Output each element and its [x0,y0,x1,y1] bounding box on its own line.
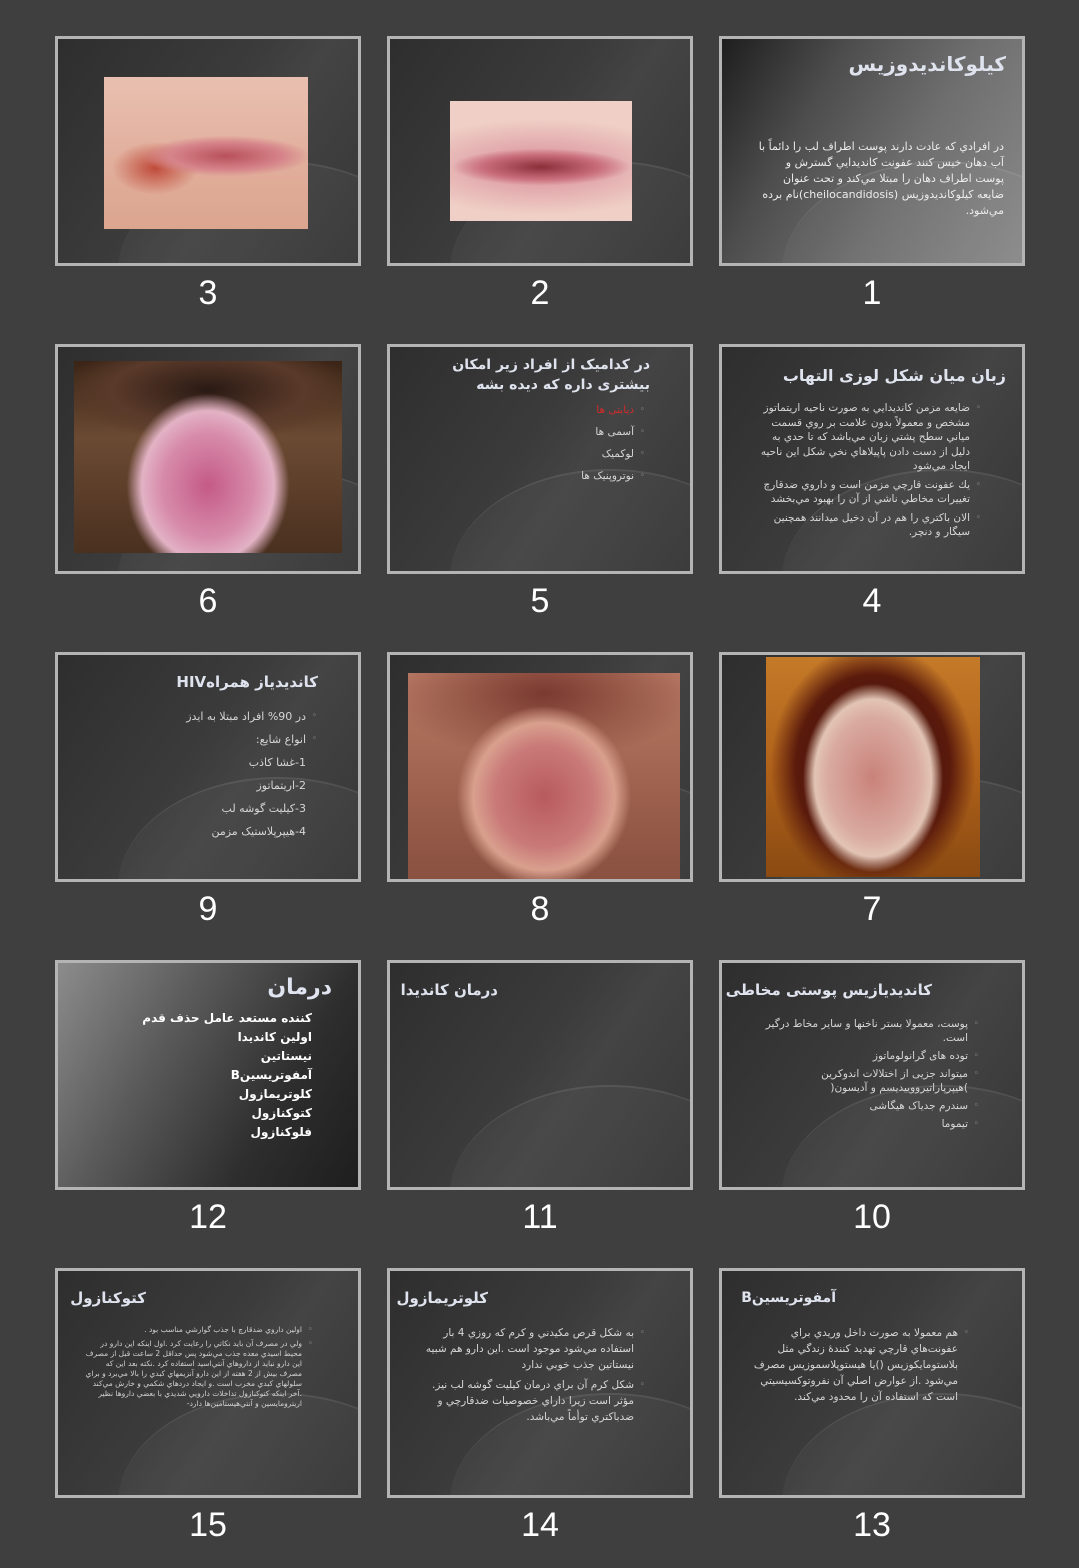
slide-number: 13 [853,1506,891,1544]
slide-title: کاندیدیازیس پوستی مخاطی [725,981,932,999]
bullet-item: ◦ توده های گرانولوماتوز [750,1049,968,1063]
slide-thumbnail-3[interactable] [55,36,361,266]
drug-list-item: فلوکنازول [250,1125,312,1139]
bullet-item: ◦ تیموما [750,1117,968,1131]
bullet-item: ◦ شكل كرم آن براي درمان كيليت گوشه لب نيز. مؤثر است زيرا داراي خصوصيات ضدقارچي و ضدباكتري توأماً مي‌باشد. [410,1377,634,1425]
slide-number: 14 [521,1506,559,1544]
bullet-item-highlighted: ◦ دیابتی ها [496,401,634,419]
tongue-photo [766,657,980,877]
slide-cell-12[interactable] [55,960,361,1260]
drug-list-item: کننده مستعد عامل حذف قدم اولین کاندیدا [142,1011,312,1044]
slide-number: 4 [862,582,882,620]
lips-photo [450,101,632,221]
tongue-photo [408,673,680,879]
slide-thumbnail-1[interactable] [719,36,1025,266]
slide-bullet-list [496,401,646,489]
slide-bullet-list [118,707,318,845]
slide-number: 11 [522,1198,558,1236]
slide-thumbnail-14[interactable] [387,1268,693,1498]
bullet-item: ◦ در 90% افراد مبتلا به ایدز [118,707,306,726]
slide-cell-4[interactable] [719,344,1025,644]
bullet-item: ◦ هم معمولا به صورت داخل وريدي براي عفونت‌هاي قارچي تهديد كنندۀ زندگي مثل بلاستومايكوزيس ()يا هيستوپلاسموزيس مصرف مي‌شود .از عوارض اصلي آن نفروتوكسيسيتي است كه استفاده آن را محدود مي‌كند. [742,1325,958,1405]
bullet-item: ◦ آسمی ها [496,423,634,441]
slide-title: کاندیدیاز همراهHIV [176,673,318,691]
slide-thumbnail-8[interactable] [387,652,693,882]
slide-number: 5 [530,582,550,620]
slide-thumbnail-6[interactable] [55,344,361,574]
slide-number: 9 [198,890,218,928]
bullet-item: ◦ سندرم جدیاک هیگاشی [750,1099,968,1113]
slide-bullet-list [742,1325,970,1409]
slide-number: 3 [198,274,218,312]
slide-thumbnail-13[interactable] [719,1268,1025,1498]
slide-number: 12 [189,1198,227,1236]
bullet-item: ◦ به شكل قرص مكيدني و كرم كه روزي 4 بار استفاده مي‌شود موجود است .اين دارو هم شبيه نيستاتين جذب خوبي ندارد [410,1325,634,1373]
slide-number: 8 [530,890,550,928]
tongue-photo [74,361,342,553]
slide-number: 7 [862,890,882,928]
drug-list-item: آمفوتریسینB [230,1068,312,1082]
bullet-item: ◦ ضايعه مزمن كانديدايي به صورت ناحيه اريتماتوز مشخص و معمولاً بدون علامت بر روي قسمت مياني سطح پشتي زبان مي‌باشد كه تا حدي به دليل از دست دادن پاپيلاهاي نخي شكل اين ناحيه ايجاد مي‌شود [752,401,970,474]
slide-title: در کدامیک از افراد زیر امکان بیشتری داره که دیده بشه [452,357,650,393]
slide-thumbnail-10[interactable] [719,960,1025,1190]
bullet-item: ◦ الان باكتري را هم در آن دخيل ميدانند همچنين سيگار و دنچر. [752,511,970,540]
slide-thumbnail-5[interactable] [387,344,693,574]
bullet-item: ◦ اولين داروي ضدقارچ با جذب گوارشي مناسب بود . [82,1325,302,1335]
slide-bullet-list [410,1325,646,1429]
slide-cell-3[interactable] [55,36,361,336]
drug-list-item: کتوکنازول [251,1106,312,1120]
slide-title: کلوتریمازول [396,1289,488,1307]
slide-number: 2 [530,274,550,312]
slide-bullet-list [750,1017,980,1135]
bullet-item: 3-کیلیت گوشه لب [221,802,306,815]
slide-number: 15 [189,1506,227,1544]
slide-number: 1 [862,274,882,312]
slide-number: 6 [198,582,218,620]
slide-thumbnail-2[interactable] [387,36,693,266]
slide-bullet-list [752,401,982,544]
slide-title: زبان میان شکل لوزی التهاب [782,366,1006,385]
slide-thumbnail-9[interactable] [55,652,361,882]
slide-cell-14[interactable] [387,1268,693,1568]
slide-body-text: در افرادي كه عادت دارند پوست اطراف لب را دائماً با آب دهان خيس كنند عفونت كانديدايي گسترش و پوست اطراف دهان را مبتلا مي‌كند و تحت عنوان ضايعه كيلوكانديدوزيس (cheilocandidosis)نام برده مي‌شود. [758,140,1004,217]
bullet-item: ◦ میتواند جزیی از اختلالات اندوکرین )هیپرپاراتیرووییدیسم و آدیسون( [750,1067,968,1095]
bullet-item: 1-غشا کاذب [248,756,306,769]
slide-cell-8[interactable] [387,652,693,952]
slide-cell-15[interactable] [55,1268,361,1568]
slide-cell-11[interactable] [387,960,693,1260]
slide-cell-9[interactable] [55,652,361,952]
slide-title: کیلوکاندیدوزیس [848,52,1006,76]
slide-cell-2[interactable] [387,36,693,336]
slide-number: 10 [853,1198,891,1236]
bullet-item: ◦ ولي در مصرف آن بايد نكاتي را رعايت كرد .اول اينكه اين دارو در محيط اسيدي معده جذب مي‌شود پس حداقل 2 ساعت قبل از مصرف اين دارو نبايد از داروهاي آنتي‌اسيد استفاده كرد .نكته بعد اين كه مصرف بيش از 2 هفته از اين دارو آنزيمهاي كبدي را بالا مي‌برد و براي سلولهاي كبدي مخرب است .و ايجاد دردهاي شكمي و خارش مي‌كند .آخر اينكه كتوكنازول تداخلات دارويي شديدي با بعضي داروها نظير اريترومايسين و آنتي‌هيستامين‌ها دارد- [82,1339,302,1409]
slide-cell-5[interactable] [387,344,693,644]
slide-bullet-list [82,1325,314,1413]
slide-title: درمان کاندیدا [400,981,498,999]
slide-title: درمان [267,975,332,1000]
slide-thumbnail-7[interactable] [719,652,1025,882]
bullet-item: ◦ پوست، معمولا بستر ناخنها و سایر مخاط درگیر است. [750,1017,968,1045]
slide-thumbnail-11[interactable] [387,960,693,1190]
drug-list-item: کلوتریمازول [238,1087,312,1101]
slide-cell-1[interactable] [719,36,1025,336]
slide-cell-6[interactable] [55,344,361,644]
slide-thumbnail-12[interactable] [55,960,361,1190]
drug-list-item: نیستاتین [260,1049,312,1063]
slide-cell-7[interactable] [719,652,1025,952]
slide-thumbnail-4[interactable] [719,344,1025,574]
mouth-corner-lesion-photo [104,77,308,229]
slide-drug-list [112,1009,312,1142]
bullet-item: 4-هیپرپلاستیک مزمن [211,825,306,838]
slide-thumbnail-15[interactable] [55,1268,361,1498]
bullet-item: ◦ نوتروپنیک ها [496,467,634,485]
slide-cell-10[interactable] [719,960,1025,1260]
slide-title: آمفوتریسینB [741,1290,836,1306]
slide-title: کتوکنازول [70,1289,146,1307]
bullet-item: ◦ يك عفونت قارچي مزمن است و داروي ضدقارچ تغييرات مخاطي ناشي از آن را بهبود مي‌بخشد [752,478,970,507]
bullet-item: 2-اریتماتوز [256,779,306,792]
slide-cell-13[interactable] [719,1268,1025,1568]
bullet-item: ◦ انواع شایع: [118,730,306,749]
bullet-item: ◦ لوکمیک [496,445,634,463]
